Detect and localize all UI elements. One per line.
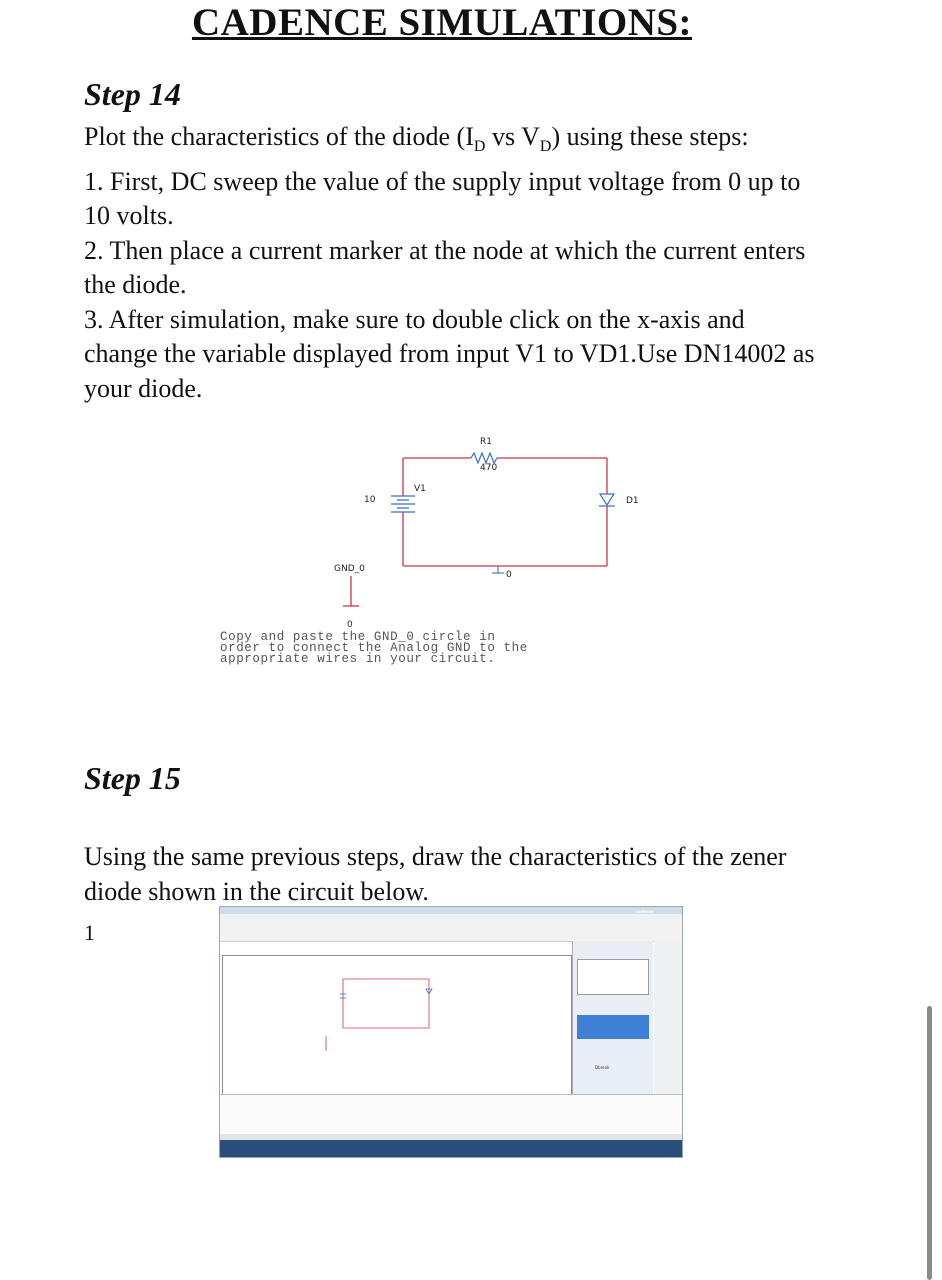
step14-item-1: 1. First, DC sweep the value of the supply input voltage from 0 up to 10 volts. bbox=[84, 166, 801, 231]
cadence-screenshot bbox=[219, 906, 683, 1158]
gnd-symbol bbox=[343, 576, 359, 606]
screenshot-titlebar bbox=[220, 907, 682, 914]
screenshot-palette bbox=[654, 941, 682, 1094]
page-number: 1 bbox=[84, 920, 95, 945]
screenshot-canvas bbox=[222, 955, 572, 1095]
node-zero-label: 0 bbox=[506, 570, 512, 580]
step14-item-3: 3. After simulation, make sure to double click on the x-axis and change the variable displayed from input V1 to VD1.Use DN14002 as your diode. bbox=[84, 304, 815, 403]
mini-schematic bbox=[223, 956, 571, 1094]
d1-label: D1 bbox=[626, 496, 639, 506]
resistor-r1 bbox=[471, 453, 500, 463]
scrollbar[interactable] bbox=[927, 1006, 932, 1280]
step14-item-2: 2. Then place a current marker at the node at which the current enters the diode. bbox=[84, 235, 806, 300]
screenshot-part-label: Dbreak bbox=[595, 1065, 610, 1070]
voltage-source-v1 bbox=[391, 496, 415, 512]
screenshot-side-panel bbox=[572, 941, 653, 1094]
step15-heading: Step 15 bbox=[84, 760, 181, 796]
screenshot-taskbar bbox=[220, 1140, 682, 1157]
gnd-label: GND_0 bbox=[334, 564, 365, 574]
step14-intro: Plot the characteristics of the diode ($I_D$ vs $V_D$) using these steps: bbox=[84, 122, 749, 156]
schematic-note-line-2: order to connect the Analog GND to the bbox=[220, 641, 528, 655]
screenshot-selection bbox=[577, 1015, 649, 1039]
schematic-note-line-3: appropriate wires in your circuit. bbox=[220, 652, 496, 666]
screenshot-log bbox=[220, 1094, 682, 1135]
r1-label: R1 bbox=[480, 437, 492, 447]
schematic-note-line-1: Copy and paste the GND_0 circle in bbox=[220, 630, 496, 644]
step14-heading: Step 14 bbox=[84, 76, 181, 112]
screenshot-brand: cadence bbox=[635, 909, 654, 914]
r1-value: 470 bbox=[480, 463, 498, 473]
diode-d1 bbox=[599, 494, 615, 506]
screenshot-toolbar bbox=[220, 921, 682, 942]
screenshot-part-list bbox=[577, 959, 649, 995]
v1-label: V1 bbox=[414, 484, 426, 494]
gnd-zero-label: 0 bbox=[347, 620, 353, 630]
screenshot-menubar bbox=[220, 914, 682, 921]
gnd-node-marker bbox=[492, 566, 504, 573]
step15-text: Using the same previous steps, draw the characteristics of the zener diode shown in the circuit below. bbox=[84, 842, 787, 906]
v1-value: 10 bbox=[364, 495, 376, 505]
page-title: CADENCE SIMULATIONS: bbox=[191, 1, 693, 44]
